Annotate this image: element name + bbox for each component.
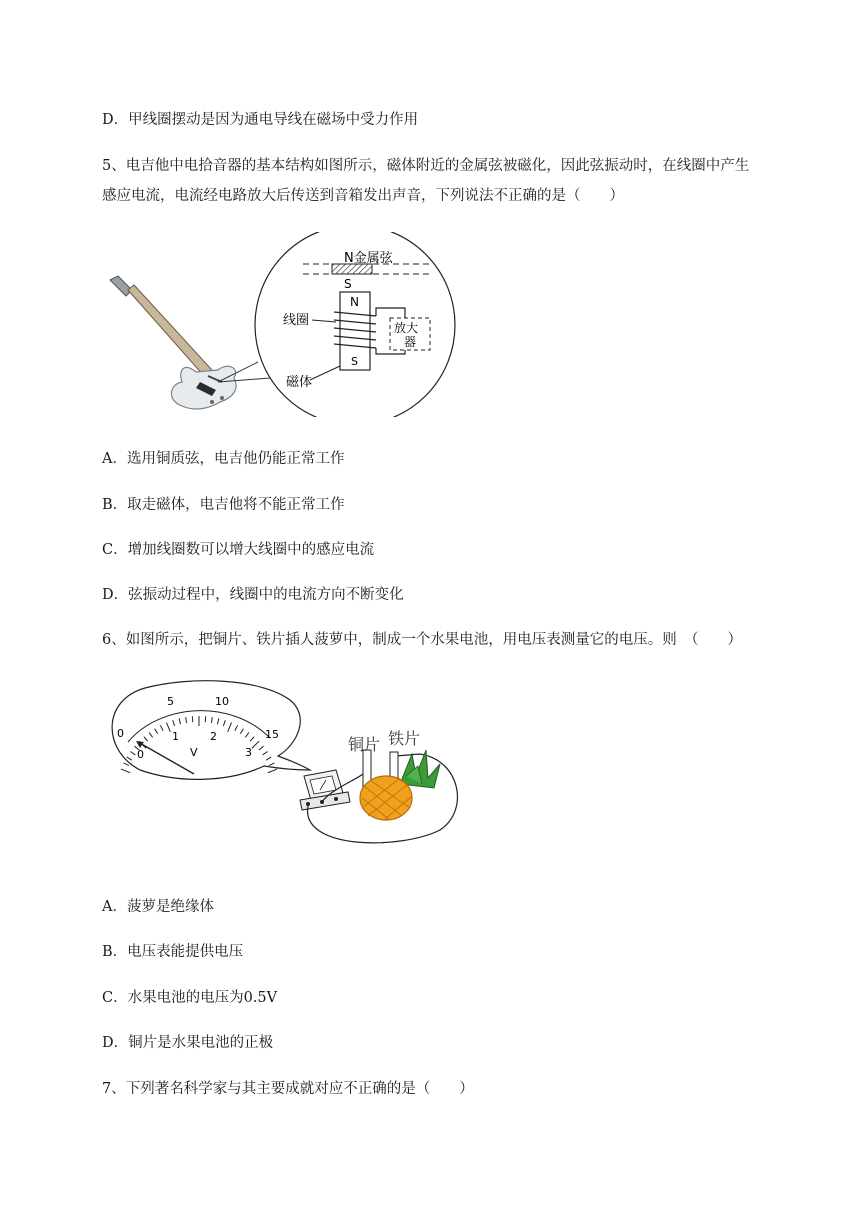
scale-outer-15: 15	[265, 728, 279, 741]
label-amplifier-2: 器	[404, 335, 417, 349]
label-s-bottom: S	[351, 355, 358, 368]
q6-option-b: B．电压表能提供电压	[102, 944, 244, 960]
q7-stem: 7、下列著名科学家与其主要成就对应不正确的是（ ）	[102, 1081, 474, 1097]
q5-stem-line1: 5、电吉他中电拾音器的基本结构如图所示，磁体附近的金属弦被磁化，因此弦振动时，在线圈中产生	[102, 158, 750, 174]
label-iron: 铁片	[388, 729, 421, 748]
q6-stem: 6、如图所示，把铜片、铁片插人菠萝中，制成一个水果电池，用电压表测量它的电压。则 （ ）	[102, 632, 742, 648]
scale-unit: V	[190, 746, 198, 759]
label-amplifier-1: 放大	[394, 321, 419, 335]
guitar-pickup-figure	[100, 232, 470, 417]
q5-stem-line2: 感应电流，电流经电路放大后传送到音箱发出声音，下列说法不正确的是（ ）	[102, 188, 624, 204]
guitar-image	[110, 276, 236, 409]
scale-inner-3: 3	[245, 746, 252, 759]
scale-inner-0: 0	[137, 748, 144, 761]
scale-outer-5: 5	[167, 695, 174, 708]
pineapple-image	[360, 750, 440, 820]
label-copper: 铜片	[348, 735, 381, 754]
q5-option-a: A．选用铜质弦，电吉他仍能正常工作	[102, 451, 345, 467]
voltmeter-tick	[121, 769, 130, 773]
q6-option-c: C．水果电池的电压为0.5V	[102, 990, 278, 1006]
voltmeter-tick	[268, 769, 277, 773]
scale-outer-0: 0	[117, 727, 124, 740]
q5-option-d: D．弦振动过程中，线圈中的电流方向不断变化	[102, 587, 404, 603]
scale-outer-10: 10	[215, 695, 229, 708]
scale-inner-2: 2	[210, 730, 217, 743]
voltmeter-tick	[124, 763, 129, 766]
q6-option-a: A．菠萝是绝缘体	[102, 899, 214, 915]
voltmeter-device	[300, 770, 350, 810]
label-magnet: 磁体	[286, 375, 313, 390]
label-n: N	[350, 295, 359, 309]
fruit-battery-figure	[100, 680, 470, 860]
q6-option-d: D．铜片是水果电池的正极	[102, 1035, 274, 1051]
label-n-string: N金属弦	[344, 251, 393, 266]
q5-option-c: C．增加线圈数可以增大线圈中的感应电流	[102, 542, 375, 558]
q4-option-d: D．甲线圈摆动是因为通电导线在磁场中受力作用	[102, 112, 419, 128]
q5-option-b: B．取走磁体，电吉他将不能正常工作	[102, 497, 345, 513]
scale-inner-1: 1	[172, 730, 179, 743]
label-s-top: S	[344, 277, 352, 291]
label-coil: 线圈	[283, 313, 310, 328]
